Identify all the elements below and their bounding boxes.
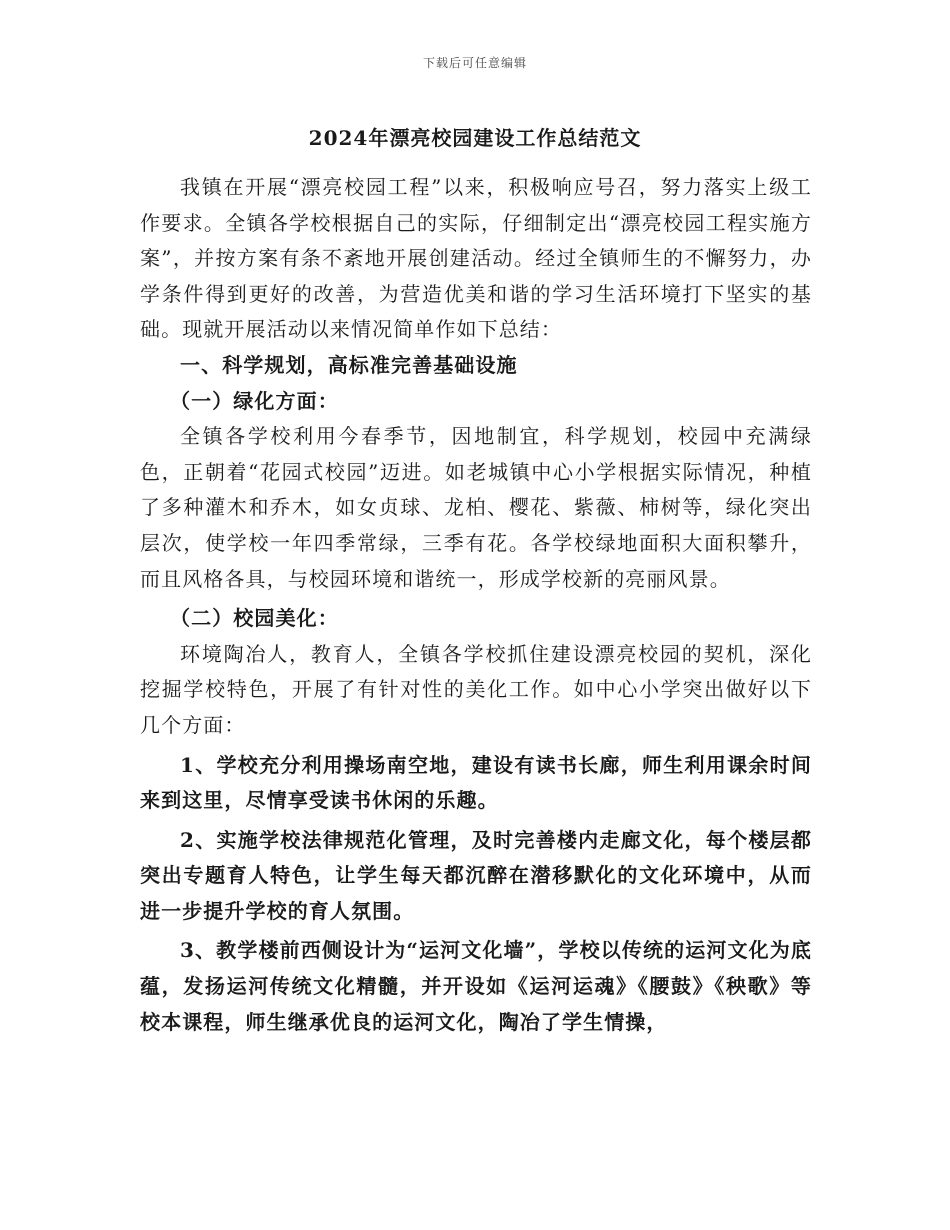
greening-paragraph: 全镇各学校利用今春季节，因地制宜，科学规划，校园中充满绿色，正朝着“花园式校园”迈进。如老城镇中心小学根据实际情况，种植了多种灌木和乔木，如女贞球、龙柏、樱花、紫薇、柿树等，绿化突出层次，使学校一年四季常绿，三季有花。各学校绿地面积大面积攀升，而且风格各具，与校园环境和谐统一，形成学校新的亮丽风景。 <box>140 424 812 591</box>
list-item-3: 3、教学楼前西侧设计为“运河文化墙”，学校以传统的运河文化为底蕴，发扬运河传统文化精髓，并开设如《运河运魂》《腰鼓》《秧歌》等校本课程，师生继承优良的运河文化，陶冶了学生情操， <box>140 938 812 1034</box>
document-body <box>140 170 812 1040</box>
subsection-heading-beautification: （二）校园美化： <box>170 606 339 631</box>
section-heading-1: 一、科学规划，高标准完善基础设施 <box>180 352 518 377</box>
list-item-1: 1、学校充分利用操场南空地，建设有读书长廊，师生利用课余时间来到这里，尽情享受读书休闲的乐趣。 <box>140 752 812 813</box>
subsection-heading-greening: （一）绿化方面： <box>170 388 339 413</box>
intro-paragraph: 我镇在开展“漂亮校园工程”以来，积极响应号召，努力落实上级工作要求。全镇各学校根据自己的实际，仔细制定出“漂亮校园工程实施方案”，并按方案有条不紊地开展创建活动。经过全镇师生的不懈努力，办学条件得到更好的改善，为营造优美和谐的学习生活环境打下坚实的基础。现就开展活动以来情况简单作如下总结： <box>140 175 812 342</box>
list-item-2: 2、实施学校法律规范化管理，及时完善楼内走廊文化，每个楼层都突出专题育人特色，让学生每天都沉醉在潜移默化的文化环境中，从而进一步提升学校的育人氛围。 <box>140 827 812 923</box>
beautification-paragraph: 环境陶冶人，教育人，全镇各学校抓住建设漂亮校园的契机，深化挖掘学校特色，开展了有针对性的美化工作。如中心小学突出做好以下几个方面： <box>140 641 812 737</box>
page-header-note: 下载后可任意编辑 <box>422 56 527 70</box>
document-title: 2024年漂亮校园建设工作总结范文 <box>308 126 642 150</box>
